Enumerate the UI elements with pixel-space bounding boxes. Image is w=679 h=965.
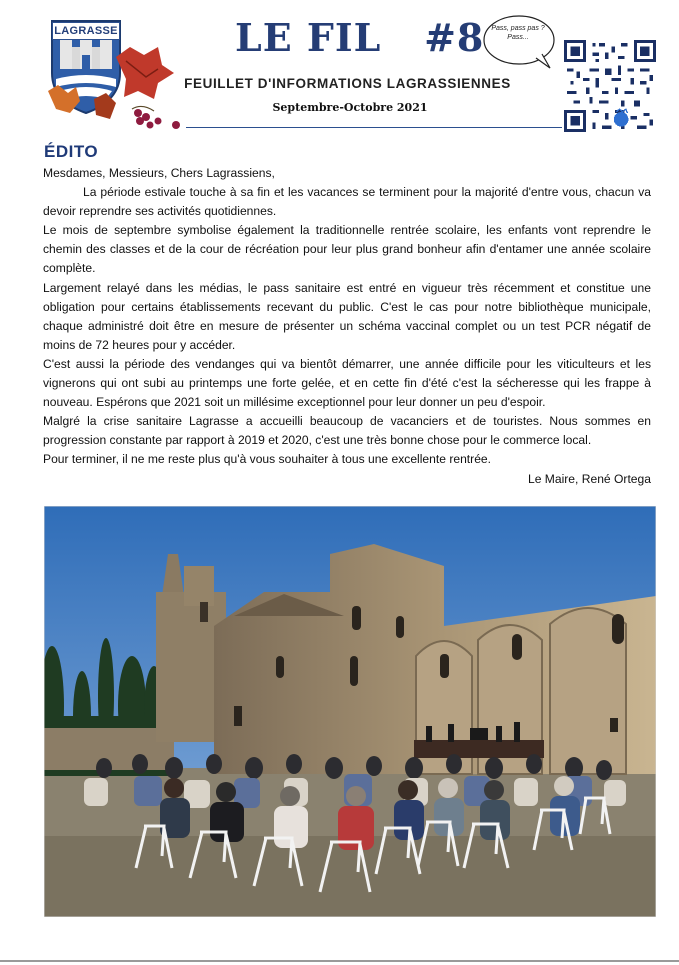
edito-body	[43, 164, 651, 489]
edito-paragraph: Malgré la crise sanitaire Lagrasse a accueilli beaucoup de vacanciers et de touristes. Nous sommes en progression constante par rapport à 2019 et 2020, c'est une très bonne chose pour le commerce local.	[43, 414, 651, 448]
issue-date: Septembre-Octobre 2021	[272, 101, 428, 114]
edito-paragraph: Largement relayé dans les médias, le pass sanitaire est entré en vigueur très récemment et constitue une obligation pour certains établissements recevant du public. C'est le cas pour notre bibliothèque municipale, chaque administré doit être en mesure de présenter un schéma vaccinal complet ou un test PCR négatif de moins de 72 heures pour y accéder.	[43, 280, 651, 352]
edito-paragraph: C'est aussi la période des vendanges qui va bientôt démarrer, une année difficile pour les viticulteurs et les vignerons qui ont subi au printemps une forte gelée, et en cette fin d'été c'est la sécheresse qui les frappe à nouveau. Espérons que 2021 soit un millésime exceptionnel pour leur donner un peu d'espoir.	[43, 356, 651, 410]
edito-paragraph: Le mois de septembre symbolise également la traditionnelle rentrée scolaire, les enfants vont reprendre le chemin des classes et de la cour de récréation pour leur plus grand bonheur afin d'entamer une année scolaire complète.	[43, 223, 651, 276]
speech-bubble-text: Pass, pass pas ? Pass...	[491, 25, 545, 41]
edito-paragraph: La période estivale touche à sa fin et les vacances se terminent pour la majorité d'entre vous, chacun va devoir reprendre ses activités quotidiennes.	[43, 185, 651, 219]
logo-label: LAGRASSE	[52, 22, 120, 40]
newsletter-subtitle: FEUILLET D'INFORMATIONS LAGRASSIENNES	[184, 76, 511, 91]
header-divider	[186, 127, 562, 128]
edito-signature: Le Maire, René Ortega	[527, 471, 651, 486]
edito-greeting: Mesdames, Messieurs, Chers Lagrassiens,	[43, 166, 275, 180]
abbey-concert-photo	[44, 506, 656, 917]
page-bottom-divider	[0, 960, 679, 962]
edito-heading: ÉDITO	[44, 142, 99, 161]
edito-paragraph: Pour terminer, il ne me reste plus qu'à vous souhaiter à tous une excellente rentrée.	[43, 452, 492, 467]
qr-code-icon	[564, 40, 656, 132]
newsletter-title: LE FIL #8	[235, 15, 485, 60]
speech-bubble-icon	[482, 14, 556, 70]
